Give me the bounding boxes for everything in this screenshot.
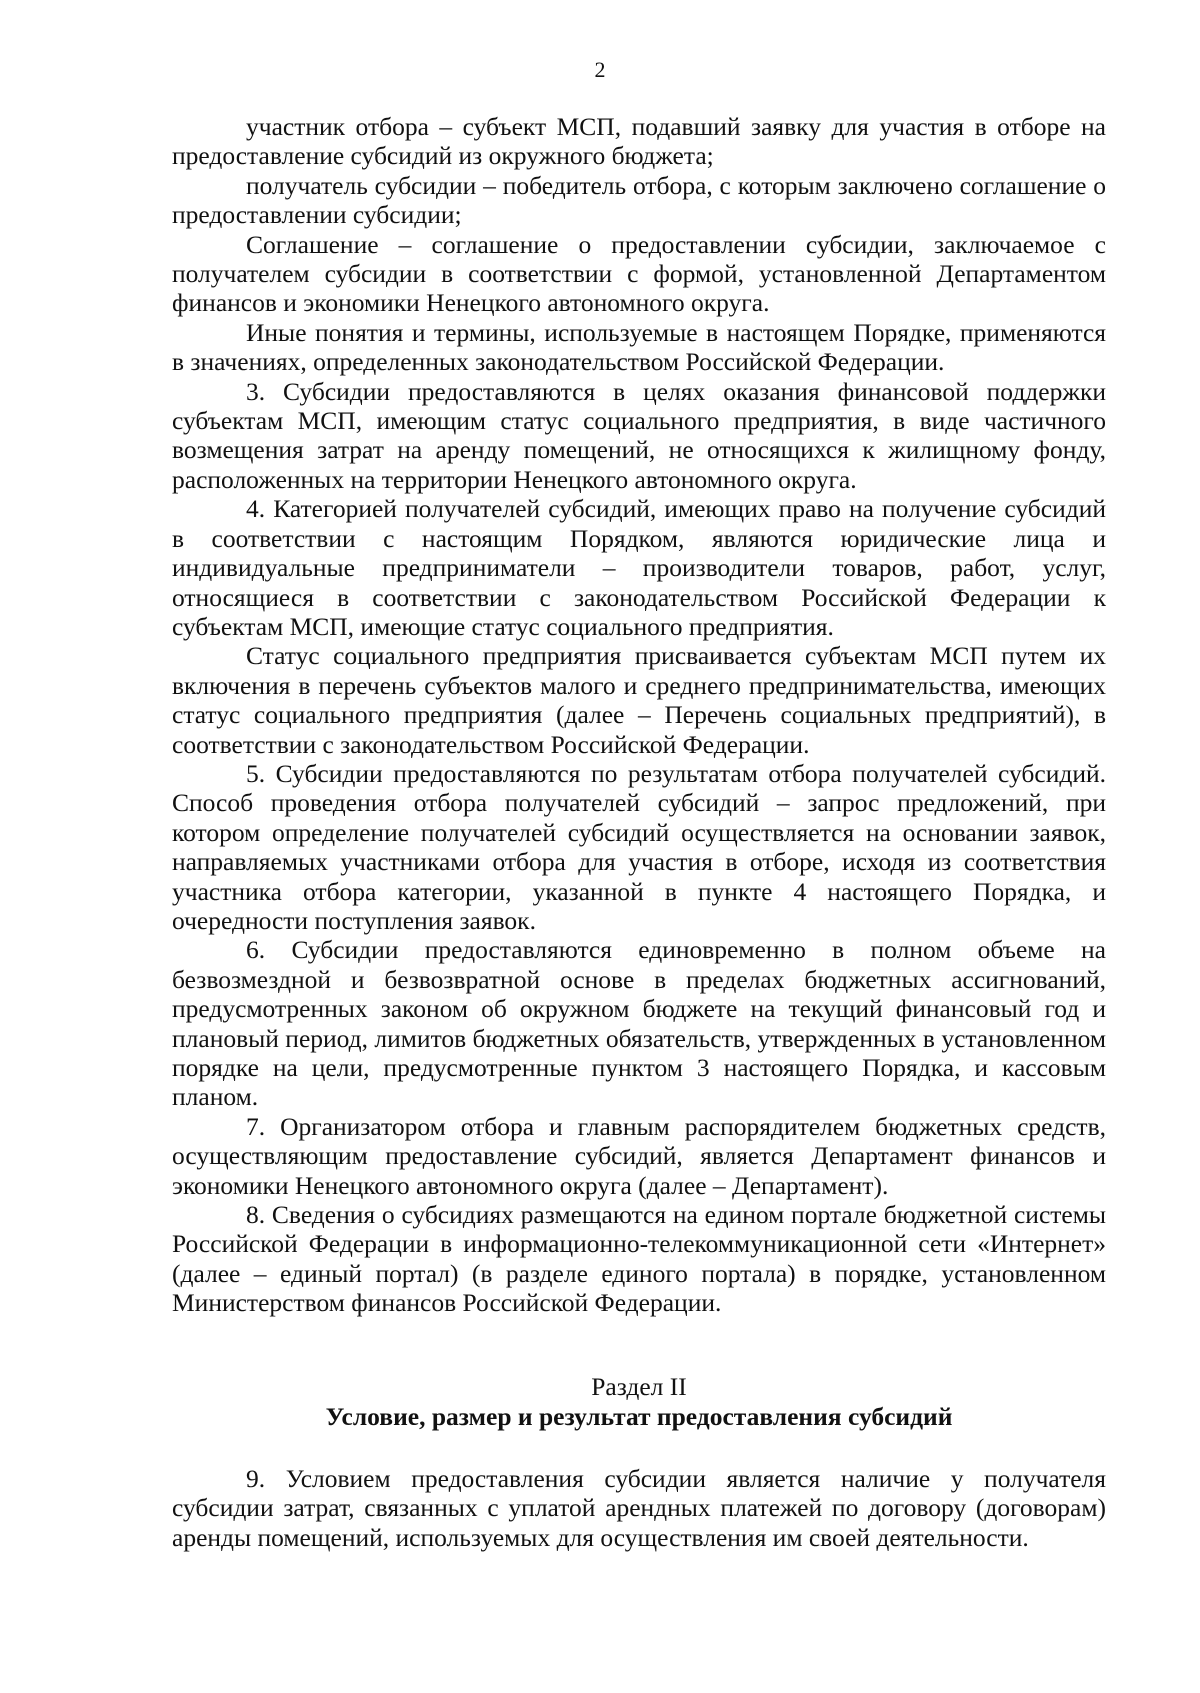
paragraph-item-6: 6. Субсидии предоставляются единовременно в полном объеме на безвозмездной и безвозвратной основе в пределах бюджетных ассигнований, предусмотренных законом об окружном бюджете на текущий финансовый год и плановый период, лимитов бюджетных обязательств, утвержденных в установленном порядке на цели, предусмотренные пунктом 3 настоящего Порядка, и кассовым планом. [172,935,1106,1112]
paragraph-participant-definition: участник отбора – субъект МСП, подавший заявку для участия в отборе на предоставление субсидий из окружного бюджета; [172,112,1106,171]
body-text-upper [172,112,1106,1318]
paragraph-item-4: 4. Категорией получателей субсидий, имеющих право на получение субсидий в соответствии с настоящим Порядком, являются юридические лица и индивидуальные предприниматели – производители товаров, работ, услуг, относящиеся в соответствии с законодательством Российской Федерации к субъектам МСП, имеющие статус социального предприятия. [172,494,1106,641]
page-number: 2 [594,57,606,82]
body-text-lower [172,1464,1106,1552]
paragraph-recipient-definition: получатель субсидии – победитель отбора, с которым заключено соглашение о предоставлении субсидии; [172,170,1106,230]
section-title: Условие, размер и результат предоставления субсидий [325,1402,953,1431]
paragraph-agreement-definition: Соглашение – соглашение о предоставлении субсидии, заключаемое с получателем субсидии в соответствии с формой, установленной Департаментом финансов и экономики Ненецкого автономного округа. [172,229,1106,318]
section-label: Раздел II [591,1372,687,1401]
paragraph-other-terms: Иные понятия и термины, используемые в настоящем Порядке, применяются в значениях, определенных законодательством Российской Федерации. [172,317,1106,377]
paragraph-item-9: 9. Условием предоставления субсидии является наличие у получателя субсидии затрат, связанных с уплатой арендных платежей по договору (договорам) аренды помещений, используемых для осуществления им своей деятельности. [172,1464,1106,1552]
paragraph-item-3: 3. Субсидии предоставляются в целях оказания финансовой поддержки субъектам МСП, имеющим статус социального предприятия, в виде частичного возмещения затрат на аренду помещений, не относящихся к жилищному фонду, расположенных на территории Ненецкого автономного округа. [172,376,1106,494]
paragraph-item-8: 8. Сведения о субсидиях размещаются на едином портале бюджетной системы Российской Федерации в информационно-телекоммуникационной сети «Интернет» (далее – единый портал) (в разделе единого портала) в порядке, установленном Министерством финансов Российской Федерации. [172,1200,1106,1318]
paragraph-item-5: 5. Субсидии предоставляются по результатам отбора получателей субсидий. Способ проведения отбора получателей субсидий – запрос предложений, при котором определение получателей субсидий осуществляется на основании заявок, направляемых участниками отбора для участия в отборе, исходя из соответствия участника отбора категории, указанной в пункте 4 настоящего Порядка, и очередности поступления заявок. [172,758,1106,935]
paragraph-social-enterprise-status: Статус социального предприятия присваивается субъектам МСП путем их включения в перечень субъектов малого и среднего предпринимательства, имеющих статус социального предприятия (далее – Перечень социальных предприятий), в соответствии с законодательством Российской Федерации. [172,641,1106,759]
paragraph-item-7: 7. Организатором отбора и главным распорядителем бюджетных средств, осуществляющим предоставление субсидий, является Департамент финансов и экономики Ненецкого автономного округа (далее – Департамент). [172,1111,1106,1200]
